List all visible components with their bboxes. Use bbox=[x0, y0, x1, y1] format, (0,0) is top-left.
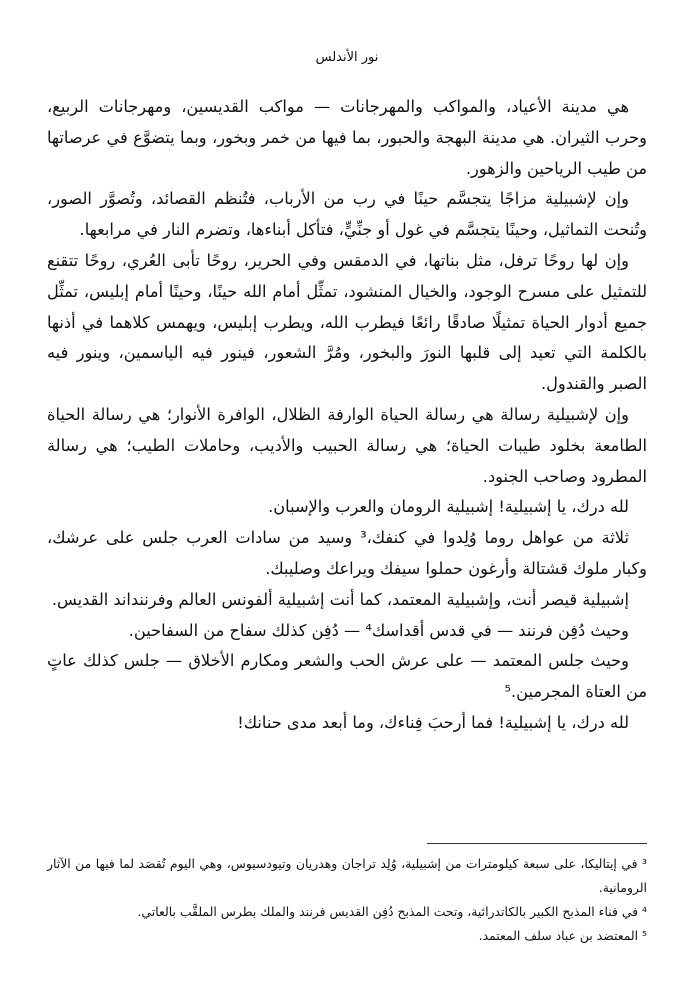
paragraph: ثلاثة من عواهل روما وُلِدوا في كنفك،³ وسيد من سادات العرب جلس على عرشك، وكبار ملوك قشتالة وأرغون حملوا سيفك ويراعك وصليبك. bbox=[47, 528, 647, 578]
footnote-divider bbox=[427, 843, 647, 844]
paragraph: لله درك، يا إشبيلية! إشبيلية الرومان والعرب والإسبان. bbox=[268, 497, 629, 517]
main-text bbox=[47, 92, 647, 739]
paragraph: وإن لإشبيلية مزاجًا يتجسَّم حينًا في رب من الأرباب، فتُنظم القصائد، وتُصوَّر الصور، وتُنحت التماثيل، وحينًا يتجسَّم في غول أو جنِّيٍّ، فتأكل أبناءها، وتضرم النار في مرابعها. bbox=[47, 189, 647, 240]
paragraph: وحيث جلس المعتمد — على عرش الحب والشعر ومكارم الأخلاق — جلس كذلك عاتٍ من العتاة المجرمين.⁵ bbox=[47, 651, 647, 702]
paragraph: هي مدينة الأعياد، والمواكب والمهرجانات — مواكب القديسين، ومهرجانات الربيع، وحرب الثيران. هي مدينة البهجة والحبور، بما فيها من خمر وبخور، وبما يتضوَّع في عرصاتها من طيب الرياحين والزهور. bbox=[47, 97, 647, 178]
paragraph: لله درك، يا إشبيلية! فما أرحبَ فِناءك، وما أبعد مدى حنانك! bbox=[237, 712, 629, 732]
footnotes-section bbox=[47, 852, 647, 948]
footnote: ⁵ المعتضد بن عباد سلف المعتمد. bbox=[478, 928, 647, 943]
footnote: ³ في إيتاليكا، على سبعة كيلومترات من إشبيلية، وُلِد تراجان وهدريان وتيودسيوس، وهي اليوم تُقصَد لما فيها من الآثار الرومانية. bbox=[47, 856, 647, 895]
paragraph: وإن لإشبيلية رسالة هي رسالة الحياة الوارفة الظلال، الوافرة الأنوار؛ هي رسالة الحياة الطامعة بخلود طيبات الحياة؛ هي رسالة الحبيب والأديب، وحاملات الطيب؛ هي رسالة المطرود وصاحب الجنود. bbox=[47, 404, 647, 486]
paragraph: وإن لها روحًا ترفل، مثل بناتها، في الدمقس وفي الحرير، روحًا تأبى العُري، روحًا تتقنع للتمثيل على مسرح الوجود، والخيال المنشود، تمثِّل أمام الله حينًا، وحينًا أمام إبليس، تمثِّل جميع أدوار الحياة تمثيلًا صادقًا رائعًا فيطرب الله، ويطرب إبليس، ويهمس كلاهما في أذنها بالكلمة التي تعيد إلى قلبها النورَ والبخور، ومُرَّ الشعور، فينور فيه الياسمين، وينور فيه الصبر والقندول. bbox=[47, 250, 647, 394]
paragraph: وحيث دُفِن فرنند — في قدس أقداسك⁴ — دُفِن كذلك سفاح من السفاحين. bbox=[128, 620, 629, 640]
running-header: نور الأندلس bbox=[315, 50, 379, 65]
paragraph: إشبيلية قيصر أنت، وإشبيلية المعتمد، كما أنت إشبيلية ألفونس العالم وفرننداند القديس. bbox=[51, 589, 629, 609]
footnote: ⁴ في فناء المذبح الكبير بالكاتدرائية، وتحت المذبح دُفِن القديس فرنند والملك بطرس الملقَّب بالعاتي. bbox=[137, 904, 647, 919]
